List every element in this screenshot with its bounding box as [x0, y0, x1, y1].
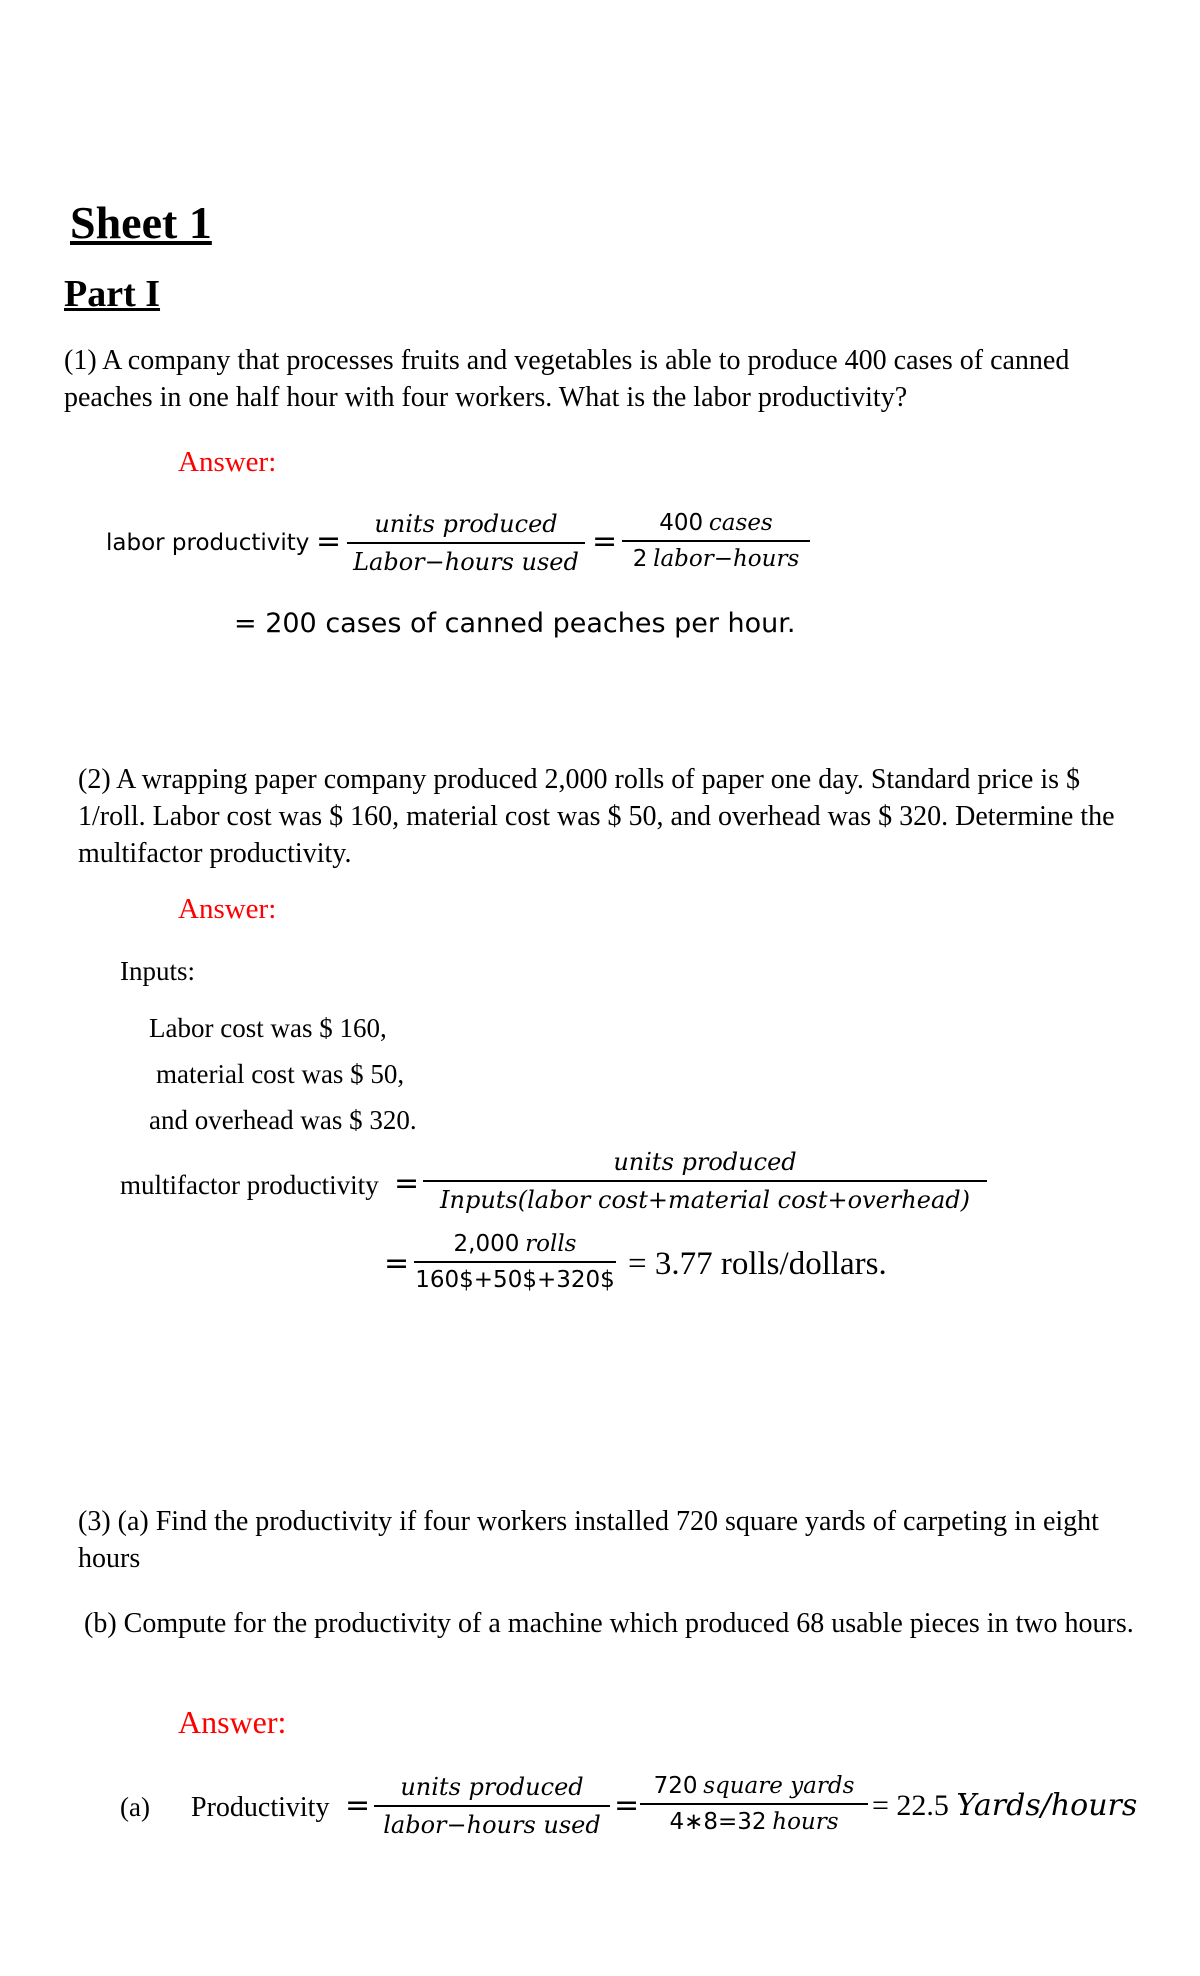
q1-answer-label: Answer: [178, 446, 277, 478]
q3-result-value: = 22.5 [872, 1789, 949, 1822]
q2-equals-1: = [394, 1166, 420, 1201]
q3-f2-den-value: 4∗8=32 [669, 1809, 767, 1835]
q2-answer-label: Answer: [178, 893, 277, 925]
question-3b-text: (b) Compute for the productivity of a machine which produced 68 usable pieces in two hours. [84, 1608, 1134, 1639]
q3-answer-label: Answer: [178, 1704, 287, 1740]
q3-result-unit: Yards/hours [956, 1788, 1138, 1823]
q3-fraction-1 [374, 1773, 610, 1839]
q2-input-material: material cost was $ 50, [156, 1059, 405, 1089]
q2-result: = 3.77 rolls/dollars. [628, 1246, 887, 1282]
question-3a-text: (3) (a) Find the productivity if four workers installed 720 square yards of carpeting in eight hours [78, 1506, 1099, 1574]
q2-lhs: multifactor productivity [120, 1170, 379, 1200]
q3-f2-num-unit: square yards [703, 1773, 855, 1799]
q1-f2-num-unit: cases [708, 510, 773, 536]
q1-equals-2: = [592, 524, 618, 559]
q2-f2-num-value: 2,000 [453, 1231, 520, 1257]
q1-lhs: labor productivity [106, 530, 310, 556]
q1-f1-numerator: units produced [374, 510, 558, 538]
q2-f2-denominator: 160$+50$+320$ [415, 1267, 615, 1293]
q2-inputs-label: Inputs: [120, 956, 196, 986]
q3-fraction-2 [640, 1773, 868, 1835]
q1-f2-num-value: 400 [659, 510, 704, 536]
q2-input-overhead: and overhead was $ 320. [149, 1105, 417, 1135]
q1-f2-den-value: 2 [632, 546, 648, 572]
q1-fraction-2 [622, 510, 810, 572]
q3-result [872, 1788, 1137, 1823]
q2-f1-numerator: units produced [613, 1148, 797, 1176]
q2-f1-denominator: Inputs(labor cost+material cost+overhead) [440, 1186, 970, 1214]
q3-equals-2: = [614, 1788, 640, 1823]
q3-equals-1: = [345, 1788, 371, 1823]
q1-fraction-1 [347, 510, 585, 576]
q3-f2-num-value: 720 [653, 1773, 698, 1799]
q2-fraction-2 [414, 1231, 616, 1293]
q2-input-labor: Labor cost was $ 160, [149, 1013, 387, 1043]
question-2-text: (2) A wrapping paper company produced 2,000 rolls of paper one day. Standard price is $ 1/roll. Labor cost was $ 160, material cost was $ 50, and overhead was $ 320. Determine the multifactor productivity. [78, 764, 1115, 869]
q3-part-label: (a) [120, 1792, 150, 1822]
q1-result: = 200 cases of canned peaches per hour. [234, 608, 796, 639]
q2-equals-2: = [384, 1246, 410, 1281]
sheet-title: Sheet 1 [70, 197, 212, 248]
q2-f2-num-unit: rolls [525, 1231, 577, 1257]
question-1-text: (1) A company that processes fruits and vegetables is able to produce 400 cases of canned peaches in one half hour with four workers. What is the labor productivity? [64, 345, 1070, 413]
q3-lhs: Productivity [191, 1792, 330, 1823]
q1-f1-denominator: Labor−hours used [353, 548, 579, 576]
q1-equals-1: = [316, 524, 342, 559]
q3-f2-den-unit: hours [772, 1809, 839, 1835]
q3-f1-denominator: labor−hours used [383, 1811, 601, 1839]
q2-fraction-1 [423, 1148, 987, 1214]
q1-f2-den-unit: labor−hours [653, 546, 800, 572]
part-title: Part I [64, 273, 161, 315]
q3-f1-numerator: units produced [400, 1773, 584, 1801]
